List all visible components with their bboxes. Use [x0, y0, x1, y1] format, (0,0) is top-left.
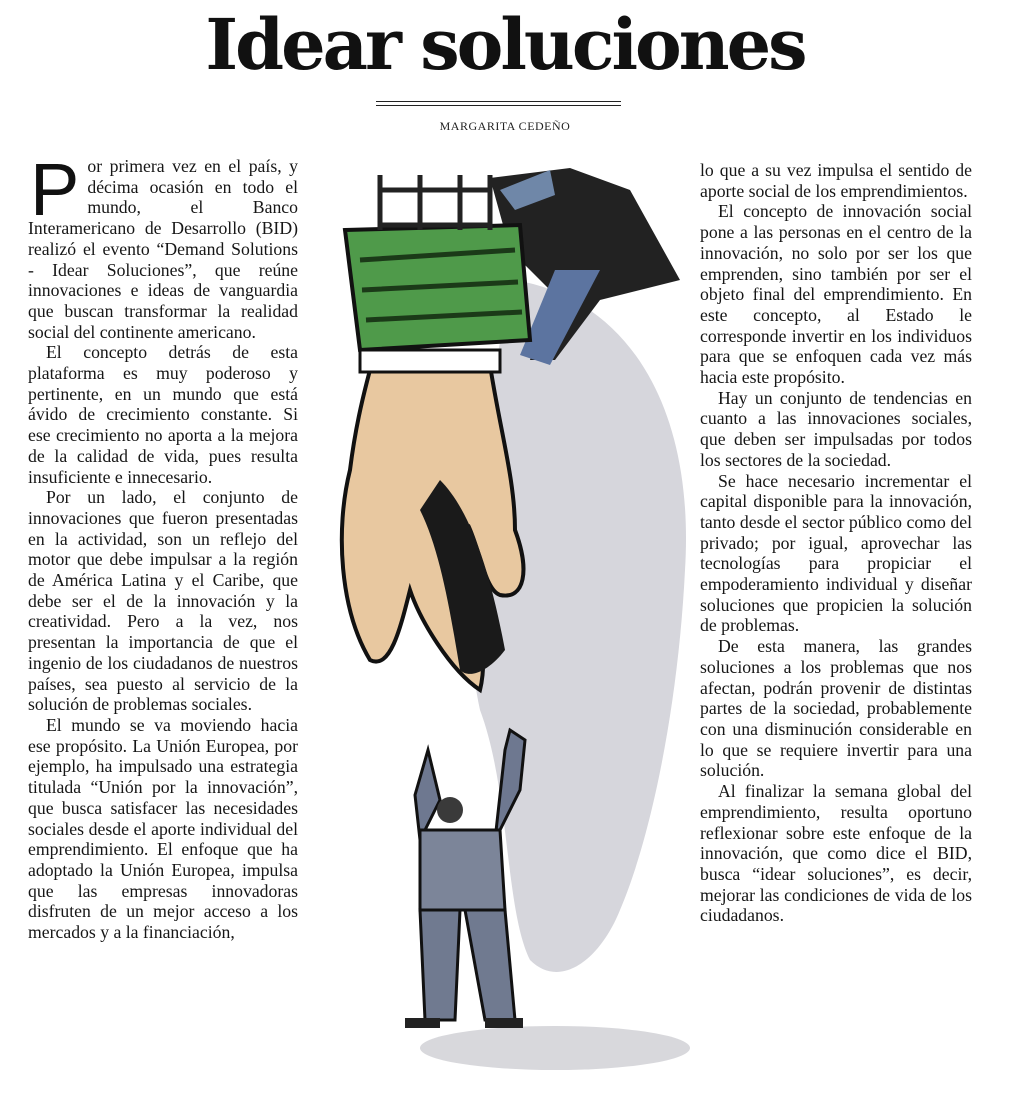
paragraph: lo que a su vez impulsa el sentido de aporte social de los emprendimientos. — [700, 160, 972, 201]
paragraph: Se hace necesario incrementar el capital disponible para la innovación, tanto desde el sector público como del privado; por igual, aprovechar las tecnologías para propiciar el empoderamiento individual y diseñar soluciones que propicien la solución de problemas. — [700, 470, 972, 636]
title-rule-top — [376, 101, 621, 102]
paragraph: El concepto de innovación social pone a las personas en el centro de la innovación, no solo por ser los que emprenden, sino también por ser el objeto final del emprendimiento. En este concepto, al Estado le corresponde invertir en los individuos para que se enfoquen cada vez más hacia este propósito. — [700, 201, 972, 388]
drop-cap: P — [30, 148, 80, 231]
paragraph: Al finalizar la semana global del emprendimiento, resulta oportuno reflexionar sobre este enfoque de la innovación, que como dice el BID, busca “idear soluciones”, es decir, mejorar las condiciones de vida de los ciudadanos. — [700, 781, 972, 926]
paragraph-text: or primera vez en el país, y décima ocasión en todo el mundo, el Banco Interamericano de Desarrollo (BID) realizó el evento “Demand Solutions - Idear Soluciones”, que reúne innovaciones e ideas de vanguardia que buscan transformar la realidad social del continente americano. — [28, 156, 298, 342]
left-column — [28, 148, 298, 943]
paragraph: El mundo se va moviendo hacia ese propósito. La Unión Europea, por ejemplo, ha impulsado una estrategia titulada “Unión por la innovación”, que busca satisfacer las necesidades sociales desde el aporte individual del emprendimiento. El enfoque que ha adoptado la Unión Europea, impulsa que las empresas innovadoras disfruten de un mejor acceso a los mercados y a la financiación, — [28, 714, 298, 943]
cuff-band — [360, 350, 500, 372]
ground-shadow — [420, 1026, 690, 1070]
machine — [380, 175, 490, 230]
byline: MARGARITA CEDEÑO — [439, 119, 571, 133]
title-rule-bottom — [376, 105, 621, 106]
paragraph: Hay un conjunto de tendencias en cuanto a las innovaciones sociales, que deben ser impulsadas por todos los sectores de la sociedad. — [700, 387, 972, 470]
illustration — [300, 150, 700, 1090]
small-man — [405, 730, 525, 1028]
illustration-art — [300, 150, 700, 1090]
paragraph: De esta manera, las grandes soluciones a los problemas que nos afectan, podrán provenir de distintas partes de la sociedad, probablemente con una disminución considerable en lo que se requiere invertir para una solución. — [700, 636, 972, 781]
paragraph: Por un lado, el conjunto de innovaciones que fueron presentadas en la actividad, son un reflejo del motor que debe impulsar a la región de América Latina y el Caribe, que debe ser el de la innovación y la creatividad. Pero a la vez, nos presentan la importancia de que el ingenio de los ciudadanos de nuestros países, sea puesto al servicio de la solución de problemas sociales. — [28, 487, 298, 715]
paragraph — [28, 148, 298, 342]
paragraph: El concepto detrás de esta plataforma es muy poderoso y pertinente, en un mundo que está ávido de crecimiento constante. Si ese crecimiento no aporta a la mejora de la calidad de vida, pues resulta insuficiente e innecesario. — [28, 342, 298, 487]
right-column — [700, 160, 972, 926]
headline: Idear soluciones — [205, 3, 805, 86]
